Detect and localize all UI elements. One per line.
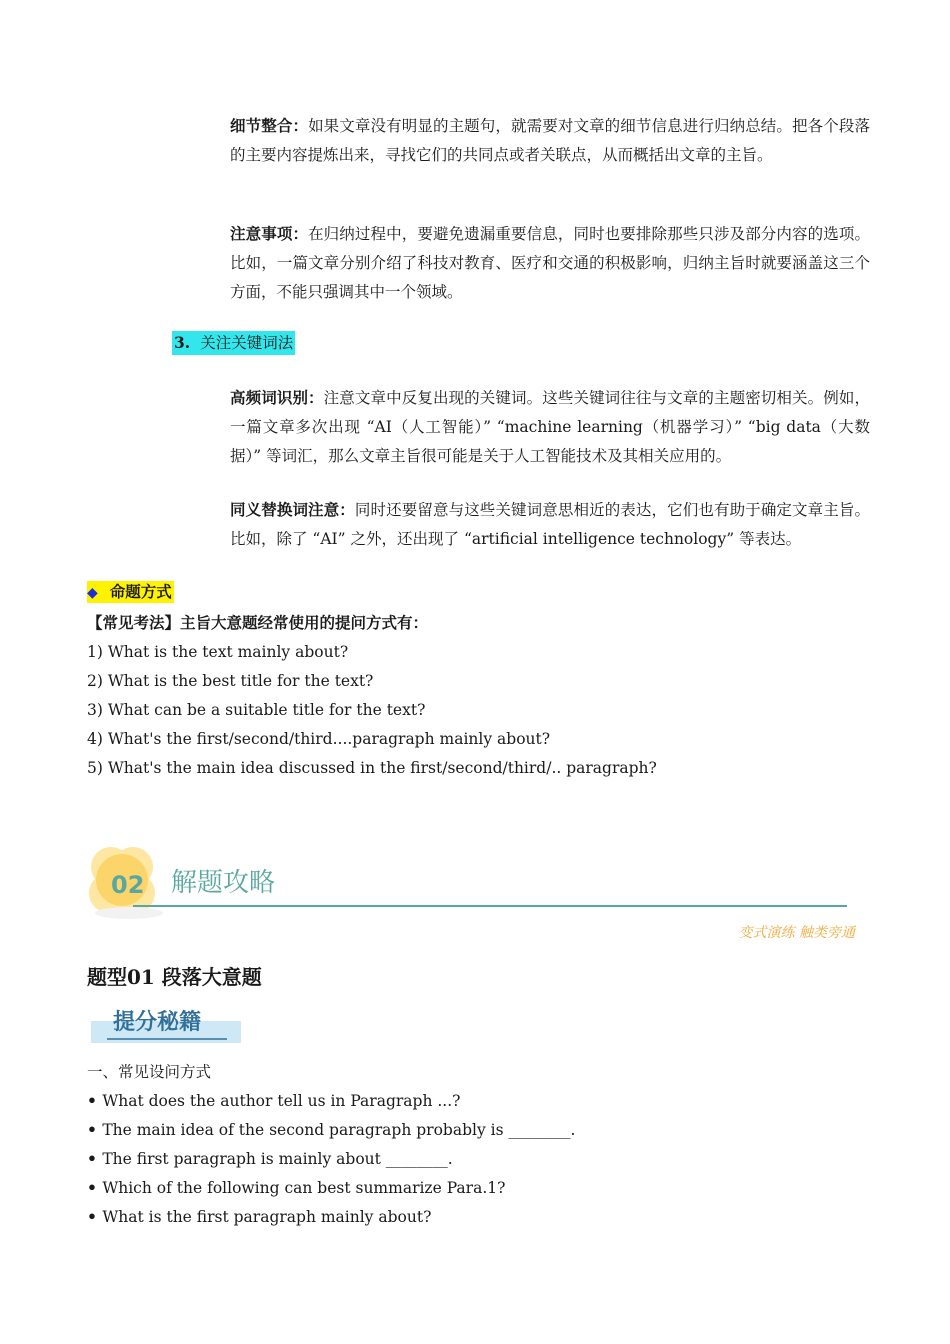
question-form-item: 2) What is the best title for the text? — [87, 672, 374, 690]
label-high-frequency: 高频词识别： — [230, 388, 324, 407]
banner-title: 解题攻略 — [171, 868, 276, 898]
heading-number: 3. — [174, 333, 191, 352]
text-detail-integration: 如果文章没有明显的主题句，就需要对文章的细节信息进行归纳总结。把各个段落的主要内容提炼出来，寻找它们的共同点或者关联点，从而概括出文章的主旨。 — [230, 117, 870, 164]
paragraph-detail-integration — [230, 111, 870, 170]
heading-question-forms — [87, 581, 174, 603]
question-form-item: 3) What can be a suitable title for the text? — [87, 701, 426, 719]
type-title: 题型01 段落大意题 — [87, 965, 262, 989]
tip-badge — [87, 1001, 247, 1047]
heading-keyword-method — [172, 331, 295, 355]
question-forms-title: 命题方式 — [109, 582, 172, 601]
question-form-item: 1) What is the text mainly about? — [87, 643, 349, 661]
bullet-item: • What does the author tell us in Paragraph ...? — [87, 1090, 460, 1112]
sub-heading: 一、常见设问方式 — [87, 1063, 212, 1081]
label-attention-items: 注意事项： — [230, 224, 309, 243]
bullet-item: • What is the first paragraph mainly about? — [87, 1206, 431, 1228]
question-forms-intro: 【常见考法】主旨大意题经常使用的提问方式有： — [87, 613, 429, 632]
paragraph-high-frequency — [230, 383, 870, 471]
bullet-item: • The main idea of the second paragraph probably is ________. — [87, 1119, 575, 1141]
question-form-item: 5) What's the main idea discussed in the first/second/third/.. paragraph? — [87, 759, 657, 777]
label-synonym: 同义替换词注意： — [230, 500, 355, 519]
text-attention-items: 在归纳过程中，要避免遗漏重要信息，同时也要排除那些只涉及部分内容的选项。比如，一篇文章分别介绍了科技对教育、医疗和交通的积极影响，归纳主旨时就要涵盖这三个方面，不能只强调其中一个领域。 — [230, 225, 870, 301]
label-detail-integration: 细节整合： — [230, 116, 309, 135]
bullet-item: • The first paragraph is mainly about ________. — [87, 1148, 453, 1170]
diamond-icon: ◆ — [87, 585, 98, 601]
bullet-item: • Which of the following can best summarize Para.1? — [87, 1177, 505, 1199]
text-synonym: 同时还要留意与这些关键词意思相近的表达，它们也有助于确定文章主旨。比如，除了 “AI” 之外，还出现了 “artificial intelligence technology” 等表达。 — [230, 501, 870, 548]
paragraph-attention-items — [230, 219, 870, 307]
heading-title: 关注关键词法 — [200, 334, 294, 352]
question-form-item: 4) What's the first/second/third....paragraph mainly about? — [87, 730, 551, 748]
banner-subtitle: 变式演练 触类旁通 — [738, 925, 855, 941]
section-banner — [87, 845, 857, 945]
badge-text: 提分秘籍 — [113, 1010, 202, 1035]
banner-number: 02 — [111, 871, 145, 899]
text-high-frequency: 注意文章中反复出现的关键词。这些关键词往往与文章的主题密切相关。例如，一篇文章多次出现 “AI（人工智能）” “machine learning（机器学习）” “big data（大数据）” 等词汇，那么文章主旨很可能是关于人工智能技术及其相关应用的。 — [230, 389, 870, 465]
paragraph-synonym — [230, 495, 870, 554]
